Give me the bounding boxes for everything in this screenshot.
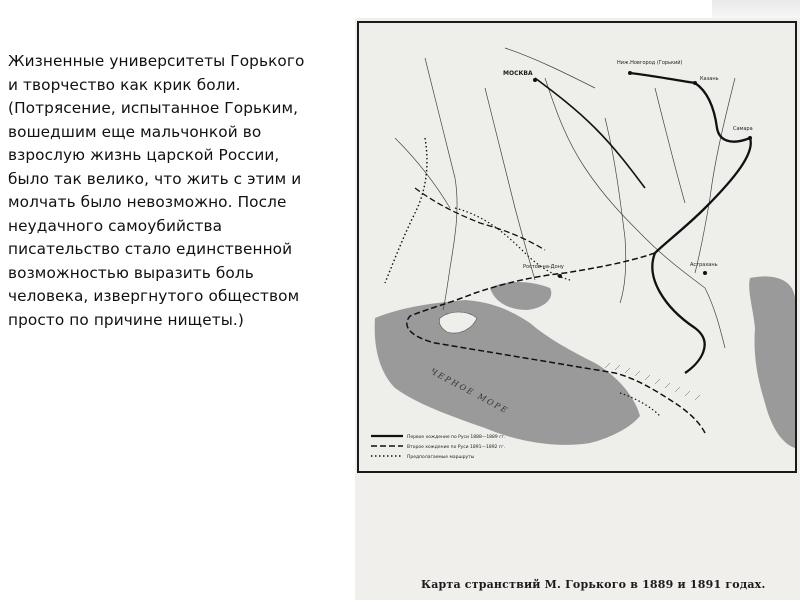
slide-corner-decoration xyxy=(712,0,800,18)
legend-first: Первое хождение по Руси 1888—1889 гг. xyxy=(407,435,506,440)
label-black-sea: ЧЕРНОЕ МОРЕ xyxy=(429,366,511,416)
label-kazan: Казань xyxy=(700,76,719,82)
map-drawing xyxy=(355,18,800,600)
legend-proposed: Предполагаемые маршруты xyxy=(407,455,475,460)
legend-second: Второе хождение по Руси 1891—1892 гг. xyxy=(407,445,506,450)
label-samara: Самара xyxy=(733,126,753,132)
label-astrakhan: Астрахань xyxy=(690,262,718,268)
label-nizhny-novgorod: Ниж.Новгород (Горький) xyxy=(617,60,683,66)
slide-body-text: Жизненные университеты Горького и творчество как крик боли. (Потрясение, испытанное Горьким, вошедшим еще мальчонкой во взрослую жизнь царской России, было так велико, что жить с этим и молчать было невозможно. После неудачного самоубийства писательство стало единственной возможностью выразить боль человека, извергнутого обществом просто по причине нищеты.) xyxy=(8,52,305,329)
route-map xyxy=(355,18,800,600)
map-caption: Карта странствий М. Горького в 1889 и 1891 годах. xyxy=(421,578,766,591)
label-rostov: Ростов-на-Дону xyxy=(523,264,564,270)
label-moscow: МОСКВА xyxy=(503,70,533,77)
